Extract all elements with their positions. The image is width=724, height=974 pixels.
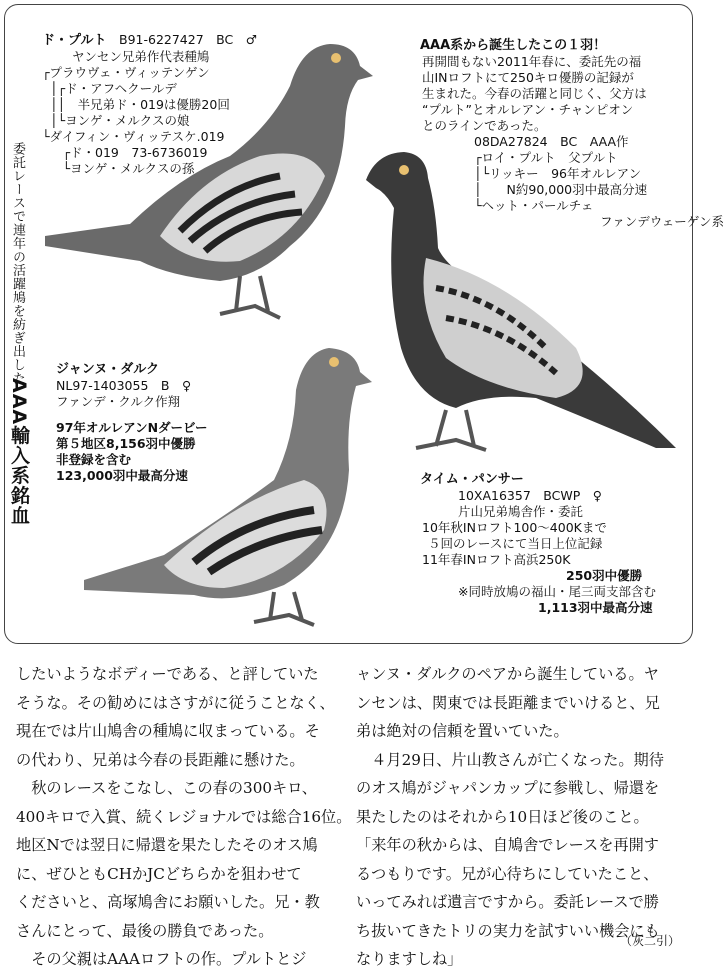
pigeon3-name: ジャンヌ・ダルク [56,362,159,377]
pigeon3-photo [84,340,374,630]
pigeon2-ped: ファンデウェーゲン系 [600,214,724,229]
pigeon2-ped: │ N約90,000羽中最高分速 [474,182,648,197]
article-line: 地区Nでは翌日に帰還を果たしたそのオス鳩 [16,836,318,854]
pigeon4-name: タイム・パンサー [420,472,524,487]
pigeon1-photo [40,36,380,326]
article-line: したいようなボディーである、と評していた [16,665,319,683]
pigeon1-line: ┌ド・019 73-6736019 [50,145,208,160]
pigeon2-photo [356,148,686,468]
pigeon3-breeder: ファンデ・クルク作翔 [56,394,181,409]
article-line: 「来年の秋からは、自鳩舎でレースを再開す [356,836,659,854]
pigeon2-ped: ┌ロイ・プルト 父プルト [474,150,618,165]
pigeon1-line: ││ 半兄弟ド・019は優勝20回 [50,97,230,112]
sidebar-title: AAA輸入系銘血 [8,378,30,526]
article-line: ち抜いてきたトリの実力を試すいい機会にも [356,921,660,940]
article-line: るつもりです。兄が心待ちにしていたこと、 [356,864,659,883]
article-line: ４月29日、片山教さんが亡くなった。期待 [356,750,664,769]
article-left-column [16,660,351,974]
pigeon1-line: └ヨンゲ・メルクスの孫 [50,161,195,176]
article-line: ンセンは、関東では長距離までいけると、兄 [356,693,660,712]
article-line: 現在では片山鳩舎の種鳩に収まっている。そ [16,722,320,740]
article-line: そうな。その勧めにはさすがに従うことなく、 [16,693,335,712]
article-line: のオス鳩がジャパンカップに参戦し、帰還を [356,779,660,797]
pigeon2-para: 生まれた。今春の活躍と同じく、父方は [422,86,647,101]
pigeon1-ring: B91-6227427 BC ♂ [119,32,257,47]
article-line: に、ぜひともCHかJCどちらかを狙わせて [16,864,302,883]
article-line: いってみれば遺言ですから。委託レースで勝 [356,893,659,911]
pigeon3-ring: NL97-1403055 B ♀ [56,378,192,393]
pigeon3-result: 非登録を含む [56,452,132,467]
pigeon2-para: 再開間もない2011年春に、委託先の福 [422,54,642,69]
article-line: なりますしね」 [356,950,463,968]
pigeon4-info [398,472,656,616]
pigeon2-ped: └ヘット・パールチェ [474,198,594,213]
pigeon1-line: └ダイフィン・ヴィッテスケ.019 [42,129,225,144]
pigeon4-line: 1,113羽中最高分速 [538,600,653,615]
pigeon1-line: ┌プラウヴェ・ヴィッテンゲン [42,65,210,80]
pigeon4-ring: 10XA16357 BCWP ♀ [458,488,602,503]
article-line: の代わり、兄弟は今春の長距離に懸けた。 [16,750,305,769]
article-line: さんにとって、最後の勝負であった。 [16,921,274,940]
pigeon2-ped: │└リッキー 96年オルレアン [474,166,642,181]
pigeon4-line: ※同時放鳩の福山・尾三両支部含む [458,584,656,599]
article-line: くださいと、高塚鳩舎にお願いした。兄・教 [16,893,320,911]
article-line: 秋のレースをこなし、この春の300キロ、 [16,779,317,797]
pigeon1-line: ヤンセン兄弟作代表種鳩 [72,49,210,64]
pigeon4-line: 250羽中優勝 [566,568,643,583]
pigeon2-ring: 08DA27824 BC AAA作 [474,134,629,149]
article-line: ャンヌ・ダルクのペアから誕生している。ヤ [356,665,659,683]
pigeon2-para: 山INロフトにて250キロ優勝の記録が [422,70,634,85]
pigeon4-line: 11年春INロフト高浜250K [422,552,571,567]
pigeon2-para: とのラインであった。 [422,118,547,133]
pigeon1-line: │└ヨンゲ・メルクスの娘 [50,113,190,128]
article-line: 400キロで入賞、続くレジョナルでは総合16位。 [16,807,352,826]
pigeon3-result: 97年オルレアンNダービー [56,420,208,435]
pigeon1-name: ド・プルト [42,33,107,48]
article-line: 果たしたのはそれから10日ほど後のこと。 [356,807,649,826]
article-line: 弟は絶対の信頼を置いていた。 [356,722,569,740]
article-line: その父親はAAAロフトの作。プルトとジ [16,950,307,968]
pigeon2-para: “プルト”とオルレアン・チャンピオン [422,102,634,117]
article-right-column [356,660,664,974]
author-credit: （灰二引） [619,934,680,948]
pigeon4-line: 10年秋INロフト100～400Kまで [422,520,607,535]
sidebar-caption: 委託レースで連年の活躍鳩を紡ぎ出した [10,142,25,385]
pigeon3-result: 第５地区8,156羽中優勝 [56,436,196,451]
pigeon4-line: 片山兄弟鳩舎作・委託 [458,504,584,519]
pigeon2-headline: AAA系から誕生したこの１羽！ [420,38,607,53]
pigeon1-line: │┌ド・アフヘクールデ [50,81,177,96]
pigeon4-line: ５回のレースにて当日上位記録 [428,536,603,551]
pigeon3-result: 123,000羽中最高分速 [56,468,188,483]
